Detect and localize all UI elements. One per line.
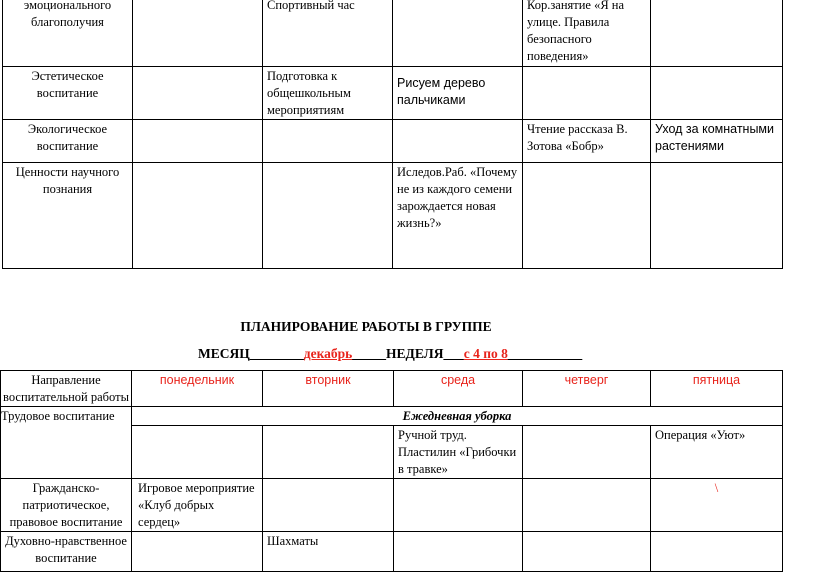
direction-cell: Экологическое воспитание — [3, 120, 133, 163]
direction-cell: эмоционального благополучия — [3, 0, 133, 67]
thursday-cell — [523, 426, 651, 479]
tuesday-cell: Шахматы — [263, 532, 394, 572]
friday-cell: Операция «Уют» — [651, 426, 783, 479]
tuesday-cell — [263, 479, 394, 532]
thursday-cell: Кор.занятие «Я на улице. Правила безопасного поведения» — [523, 0, 651, 67]
week-blank-after: ___________ — [507, 346, 583, 361]
monday-cell: Игровое мероприятие «Клуб добрых сердец» — [132, 479, 263, 532]
friday-cell: \ — [651, 479, 783, 532]
tuesday-cell: Спортивный час — [263, 0, 393, 67]
day-header-thursday: четверг — [523, 371, 651, 407]
tuesday-cell — [263, 120, 393, 163]
month-label: МЕСЯЦ — [198, 346, 250, 361]
direction-cell: Ценности научного познания — [3, 163, 133, 269]
table-row — [1, 479, 783, 532]
thursday-cell: Чтение рассказа В. Зотова «Бобр» — [523, 120, 651, 163]
table-row — [3, 67, 783, 120]
thursday-cell — [523, 479, 651, 532]
tuesday-cell: Подготовка к общешкольным мероприятиям — [263, 67, 393, 120]
plan-title: ПЛАНИРОВАНИЕ РАБОТЫ В ГРУППЕ — [240, 319, 492, 334]
day-header-wednesday: среда — [394, 371, 523, 407]
direction-cell: Гражданско-патриотическое, правовое воспитание — [1, 479, 132, 532]
friday-cell — [651, 163, 783, 269]
daily-row — [1, 407, 783, 426]
wednesday-cell: Рисуем дерево пальчиками — [393, 67, 523, 120]
friday-cell: Уход за комнатными растениями — [651, 120, 783, 163]
day-header-friday: пятница — [651, 371, 783, 407]
wednesday-cell — [393, 120, 523, 163]
table-row — [3, 0, 783, 67]
table-row — [3, 120, 783, 163]
week-blank-before: _____ — [352, 346, 387, 361]
tuesday-cell — [263, 426, 394, 479]
wednesday-cell — [394, 479, 523, 532]
tuesday-cell — [263, 163, 393, 269]
day-header-tuesday: вторник — [263, 371, 394, 407]
monday-cell — [133, 120, 263, 163]
thursday-cell — [523, 67, 651, 120]
friday-cell — [651, 67, 783, 120]
monday-cell — [132, 426, 263, 479]
direction-cell: Эстетическое воспитание — [3, 67, 133, 120]
week-blank: ___ — [443, 346, 464, 361]
month-blank: ________ — [249, 346, 304, 361]
plan-subtitle — [198, 346, 582, 362]
direction-header: Направление воспитательной работы — [1, 371, 132, 407]
day-header-monday: понедельник — [132, 371, 263, 407]
week-label: НЕДЕЛЯ — [386, 346, 444, 361]
top-plan-table — [2, 0, 783, 269]
daily-task-cell: Ежедневная уборка — [132, 407, 783, 426]
thursday-cell — [523, 163, 651, 269]
monday-cell — [133, 163, 263, 269]
wednesday-cell — [393, 0, 523, 67]
header-row — [1, 371, 783, 407]
friday-cell — [651, 0, 783, 67]
month-value: декабрь — [303, 346, 353, 361]
monday-cell — [133, 0, 263, 67]
direction-cell: Трудовое воспитание — [1, 407, 132, 479]
direction-cell: Духовно-нравственное воспитание — [1, 532, 132, 572]
wednesday-cell: Иследов.Раб. «Почему не из каждого семени зарождается новая жизнь?» — [393, 163, 523, 269]
wednesday-cell: Ручной труд. Пластилин «Грибочки в травке» — [394, 426, 523, 479]
week-value: с 4 по 8 — [463, 346, 508, 361]
bottom-plan-table — [0, 370, 783, 572]
monday-cell — [133, 67, 263, 120]
table-row — [3, 163, 783, 269]
